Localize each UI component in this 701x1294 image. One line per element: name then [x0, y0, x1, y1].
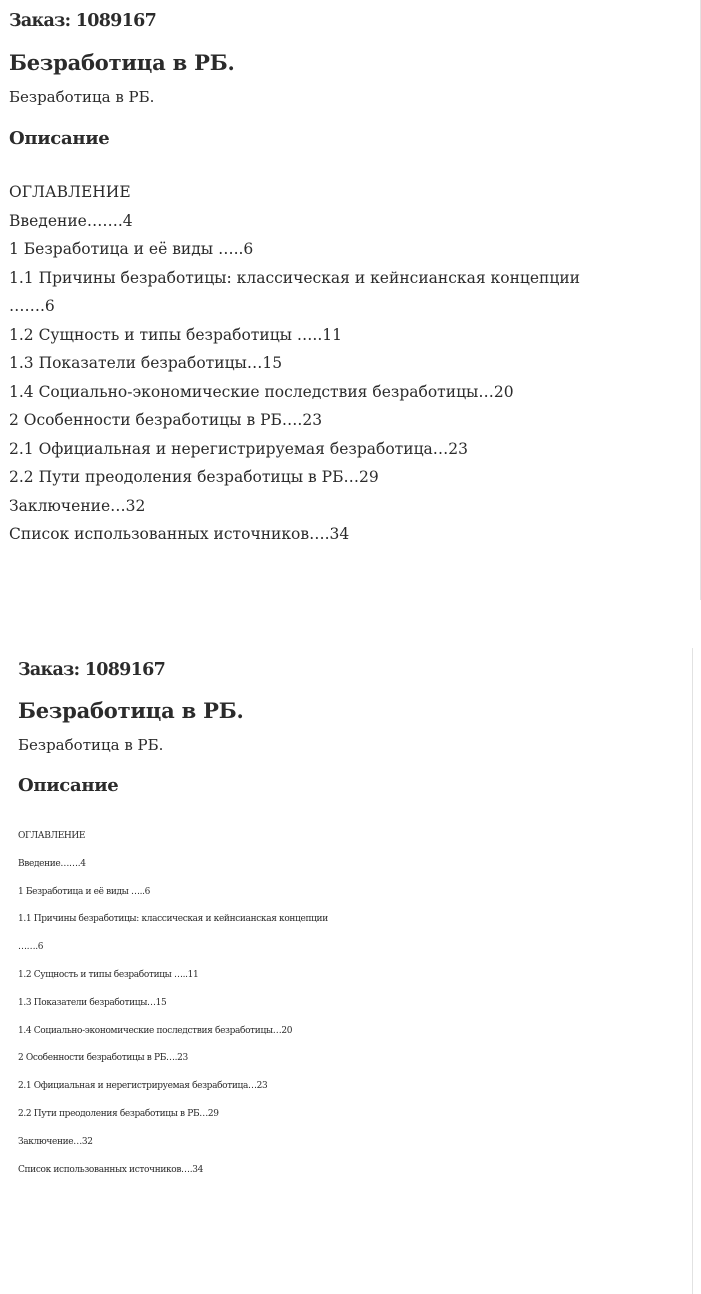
- toc-line: 1.1 Причины безработицы: классическая и кейнсианская концепции: [9, 268, 580, 287]
- table-of-contents: [18, 823, 692, 1184]
- toc-line: Список использованных источников….34: [9, 525, 350, 543]
- description-heading: Описание: [18, 775, 119, 796]
- toc-line: Введение…….4: [18, 858, 86, 869]
- toc-line: 2.1 Официальная и нерегистрируемая безработица…23: [18, 1081, 268, 1092]
- toc-line: ОГЛАВЛЕНИЕ: [9, 183, 131, 201]
- toc-line: Заключение…32: [9, 496, 146, 515]
- order-card-1: [0, 0, 701, 600]
- toc-line: Введение…….4: [9, 211, 133, 230]
- work-subtitle: Безработица в РБ.: [9, 88, 155, 106]
- toc-line: 1.1 Причины безработицы: классическая и кейнсианская концепции: [18, 914, 328, 925]
- toc-line: 1.2 Сущность и типы безработицы …..11: [18, 969, 199, 980]
- toc-line: 1 Безработица и её виды …..6: [9, 240, 254, 258]
- work-title: Безработица в РБ.: [9, 50, 235, 75]
- toc-line: 2.2 Пути преодоления безработицы в РБ…29: [9, 468, 379, 486]
- work-title: Безработица в РБ.: [18, 698, 244, 723]
- toc-line: 1.4 Социально-экономические последствия безработицы…20: [9, 382, 514, 401]
- table-of-contents: [9, 178, 691, 549]
- toc-line: 2.1 Официальная и нерегистрируемая безработица…23: [9, 439, 469, 458]
- work-subtitle: Безработица в РБ.: [18, 736, 164, 754]
- toc-line: 1.3 Показатели безработицы…15: [9, 354, 283, 372]
- toc-line: 2 Особенности безработицы в РБ….23: [9, 411, 323, 429]
- toc-line: …….6: [18, 942, 44, 953]
- order-card-2: [9, 648, 693, 1294]
- description-heading: Описание: [9, 128, 110, 149]
- order-number: Заказ: 1089167: [18, 660, 166, 680]
- toc-line: ОГЛАВЛЕНИЕ: [18, 831, 86, 841]
- toc-line: 1.3 Показатели безработицы…15: [18, 997, 167, 1008]
- toc-line: 1.2 Сущность и типы безработицы …..11: [9, 325, 343, 344]
- toc-line: …….6: [9, 297, 55, 315]
- toc-line: Заключение…32: [18, 1136, 93, 1147]
- toc-line: 2 Особенности безработицы в РБ….23: [18, 1053, 188, 1064]
- toc-line: 1 Безработица и её виды …..6: [18, 886, 151, 897]
- toc-line: Список использованных источников….34: [18, 1164, 203, 1175]
- order-number: Заказ: 1089167: [9, 11, 157, 31]
- toc-line: 1.4 Социально-экономические последствия безработицы…20: [18, 1025, 293, 1036]
- toc-line: 2.2 Пути преодоления безработицы в РБ…29: [18, 1108, 219, 1119]
